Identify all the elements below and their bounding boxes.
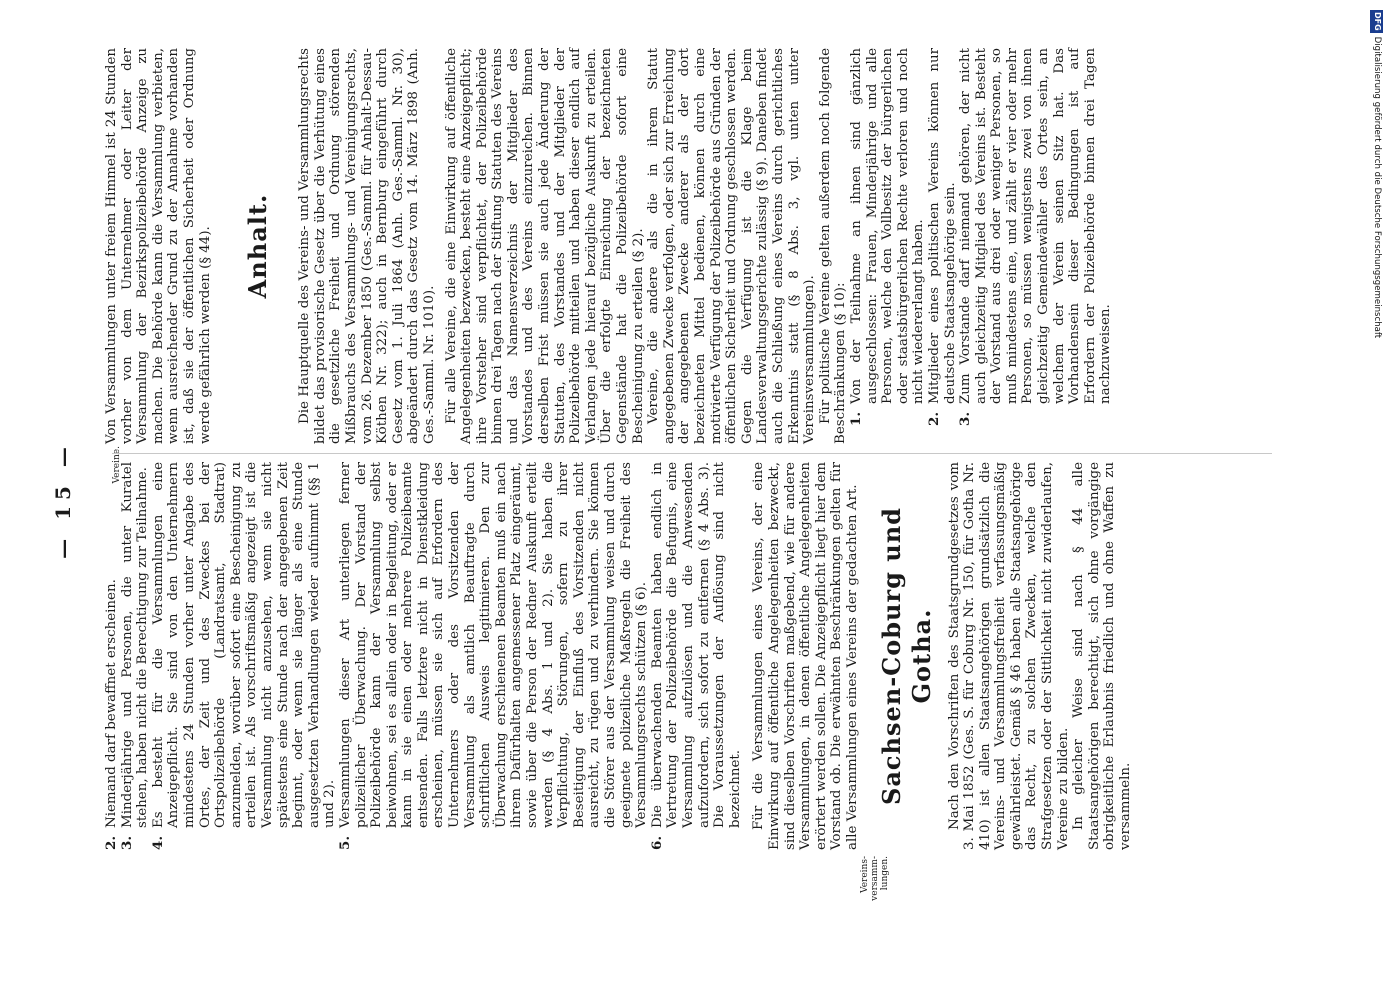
list-item: [120, 462, 151, 850]
page-number: — 15 —: [51, 441, 75, 559]
dfg-credit-label: Digitalisierung gefördert durch die Deutsche Forschungsgemeinschaft: [1372, 36, 1382, 339]
paragraph: Von Versammlungen unter freiem Himmel ist 24 Stunden vorher von dem Unternehmer oder Leiter der Versammlung der Bezirkspolizeibehörde Anzeige zu machen. Die Behörde kann die Versammlung verbieten, wenn ausreichender Grund zu der Annahme vorhanden ist, daß sie der öffentlichen Sicherheit oder Ordnung werde gefährlich werden (§ 44).: [104, 48, 213, 444]
list-item: [338, 462, 650, 850]
list-item: [650, 462, 744, 850]
paragraph: In gleicher Weise sind nach § 44 alle Staatsangehörigen berechtigt, sich ohne vorgängige obrigkeitliche Erlaubnis friedlich und ohne Waffen zu versammeln.: [1071, 462, 1134, 850]
item-number: 6.: [648, 836, 665, 850]
vereins-paragraph: Für die Versammlungen eines Vereins, der eine Einwirkung auf öffentliche Angelegenheiten bezweckt, sind dieselben Vorschriften maßgebend, wie für andere Versammlungen, in denen öffentliche Angelegenheiten erörtert werden sollen. Die Anzeigepflicht liegt hier dem Vorstand ob. Die erwähnten Beschränkungen gelten für alle Versammlungen eines Vereins der gedachten Art.: [751, 462, 860, 850]
item-number: 3.: [118, 836, 135, 850]
item-text: Die überwachenden Beamten haben endlich in Vertretung der Polizeibehörde die Befugnis, eine Versammlung aufzulösen und die Anwesenden aufzufordern, sich sofort zu entfernen (§ 4 Abs. 3). Die Voraussetzungen der Auflösung sind nicht bezeichnet.: [649, 462, 743, 828]
paragraph: Für politische Vereine gelten außerdem noch folgende Beschränkungen (§ 10):: [817, 48, 849, 444]
item-text: Minderjährige und Personen, die unter Kuratel stehen, haben nicht die Berechtigung zur Teilnahme.: [119, 462, 151, 828]
section-heading-anhalt: Anhalt.: [243, 193, 273, 299]
item-text: Mitglieder eines politischen Vereins können nur deutsche Staatsangehörige sein.: [926, 48, 958, 404]
item-number: 2.: [925, 412, 942, 426]
item-text: Zum Vorstande darf niemand gehören, der nicht auch gleichzeitig Mitglied des Vereins ist. Besteht der Vorstand aus drei oder weniger Personen, so muß mindestens eine, und zählt er vier oder mehr Personen, so müssen wenigstens zwei von ihnen gleichzeitig Gemeindewähler des Ortes sein, an welchem der Verein seinen Sitz hat. Das Vorhandensein dieser Bedingungen ist auf Erfordern der Polizeibehörde binnen drei Tagen nachzuweisen.: [958, 48, 1114, 404]
list-item: [151, 462, 338, 850]
item-number: 2.: [103, 836, 119, 850]
paragraph: Für alle Vereine, die eine Einwirkung auf öffentliche Angelegenheiten bezwecken, besteht eine Anzeigepflicht; ihre Vorsteher sind verpflichtet, der Polizeibehörde binnen drei Tagen nach der Stiftung Statuten des Vereins und das Namensverzeichnis der Mitglieder des Vorstandes und des Vereins einzureichen. Binnen derselben Frist müssen sie auch jede Änderung der Statuten, des Vorstandes und der Mitglieder der Polizeibehörde mitteilen und haben dieser endlich auf Verlangen jede hierauf bezügliche Auskunft zu erteilen. Über die erfolgte Einreichung der bezeichneten Gegenstände hat die Polizeibehörde sofort eine Bescheinigung zu erteilen (§ 2).: [443, 48, 646, 444]
paragraph: Nach den Vorschriften des Staatsgrundgesetzes vom 3. Mai 1852 (Ges. S. für Coburg Nr. 150, für Gotha Nr. 410) ist allen Staatsangehörigen grundsätzlich die Vereins- und Versammlungsfreiheit verfassungsmäßig gewährleistet. Gemäß § 46 haben alle Staatsangehörige das Recht, zu solchen Zwecken, welche den Strafgesetzen oder der Sittlichkeit nicht zuwiderlaufen, Vereine zu bilden.: [946, 462, 1071, 850]
paragraph: Die Hauptquelle des Vereins- und Versammlungsrechts bildet das provisorische Gesetz über die Verhütung eines die gesetzliche Freiheit und Ordnung störenden Mißbrauchs des Versammlungs- und Vereinigungsrechts, vom 26. Dezember 1850 (Ges.-Samml. für Anhalt-Dessau-Köthen Nr. 322); auch in Bernburg eingeführt durch Gesetz vom 1. Juli 1864 (Anh. Ges.-Samml. Nr. 30), abgeändert durch das Gesetz vom 14. März 1898 (Anh. Ges.-Samml. Nr. 1010).: [297, 48, 437, 444]
item-number: 1.: [847, 412, 864, 426]
dfg-credit-text: [1370, 10, 1383, 990]
item-number: 3.: [957, 412, 974, 426]
margin-note-vereine: Vereine.: [112, 446, 122, 484]
right-column: [104, 48, 1114, 444]
item-text: Niemand darf bewaffnet erscheinen.: [104, 579, 119, 828]
dfg-credit-strip: [1370, 10, 1383, 990]
item-text: Es besteht für die Versammlungen eine Anzeigepflicht. Sie sind von den Unternehmern mindestens 24 Stunden vorher unter Angabe des Ortes, der Zeit und des Zweckes bei der Ortspolizeibehörde (Landratsamt, Stadtrat) anzumelden, worüber sofort eine Bescheinigung zu erteilen ist. Als vorschriftsmäßig angezeigt ist die Versammlung nicht anzusehen, wenn sie nicht spätestens eine Stunde nach der angegebenen Zeit beginnt, oder wenn sie länger als eine Stunde ausgesetzten Verhandlungen wieder aufnimmt (§§ 1 und 2).: [150, 462, 338, 828]
list-item: [849, 48, 927, 444]
list-item: [927, 48, 958, 444]
dfg-logo: DFG: [1370, 10, 1383, 33]
list-item: [958, 48, 1114, 444]
item-text: Versammlungen dieser Art unterliegen ferner polizeilicher Überwachung. Der Vorstand der Polizeibehörde kann der Versammlung selbst beiwohnen, sei es allein oder in Begleitung, oder er kann in sie einen oder mehrere Polizeibeamte entsenden. Falls letztere nicht in Dienstkleidung erscheinen, müssen sie sich auf Erfordern des Unternehmers oder des Vorsitzenden der Versammlung als amtlich Beauftragte durch schriftlichen Ausweis legitimieren. Den zur Überwachung erschienenen Beamten muß ein nach ihrem Dafürhalten angemessener Platz eingeräumt, sowie über die Person der Redner Auskunft erteilt werden (§ 4 Abs. 1 und 2). Sie haben die Verpflichtung, Störungen, sofern zu ihrer Beseitigung der Einfluß des Vorsitzenden nicht ausreicht, zu rügen und zu verhindern. Sie können die Störer aus der Versammlung weisen und durch geeignete polizeiliche Maßregeln die Freiheit des Versammlungsrechts schützen (§ 6).: [337, 462, 650, 828]
item-number: 5.: [336, 836, 353, 850]
column-divider: [112, 453, 1272, 454]
section-heading-sachsen-coburg-gotha: Sachsen-Coburg und Gotha.: [876, 507, 936, 805]
item-number: 4.: [149, 836, 166, 850]
item-text: Von der Teilnahme an ihnen sind gänzlich ausgeschlossen: Frauen, Minderjährige und alle Personen, welche den Vollbesitz der bürgerlichen oder staatsbürgerlichen Rechte verloren und noch nicht wiedererlangt haben.: [848, 48, 927, 404]
list-item: [104, 462, 120, 850]
left-column: [104, 462, 1134, 850]
margin-note-vereinsversammlungen: Vereins-versamm-lungen.: [860, 856, 890, 901]
paragraph: Vereine, die andere als die in ihrem Statut angegebenen Zwecke verfolgen, oder sich zur Erreichung der angegebenen Zwecke anderer als der dort bezeichneten Mittel bedienen, können durch eine motivierte Verfügung der Polizeibehörde aus Gründen der öffentlichen Sicherheit und Ordnung geschlossen werden. Gegen die Verfügung ist die Klage beim Landesverwaltungsgerichte zulässig (§ 9). Daneben findet auch die Schließung eines Vereins durch gerichtliches Erkenntnis statt (§ 8 Abs. 3, vgl. unten unter Vereinsversammlungen).: [646, 48, 818, 444]
